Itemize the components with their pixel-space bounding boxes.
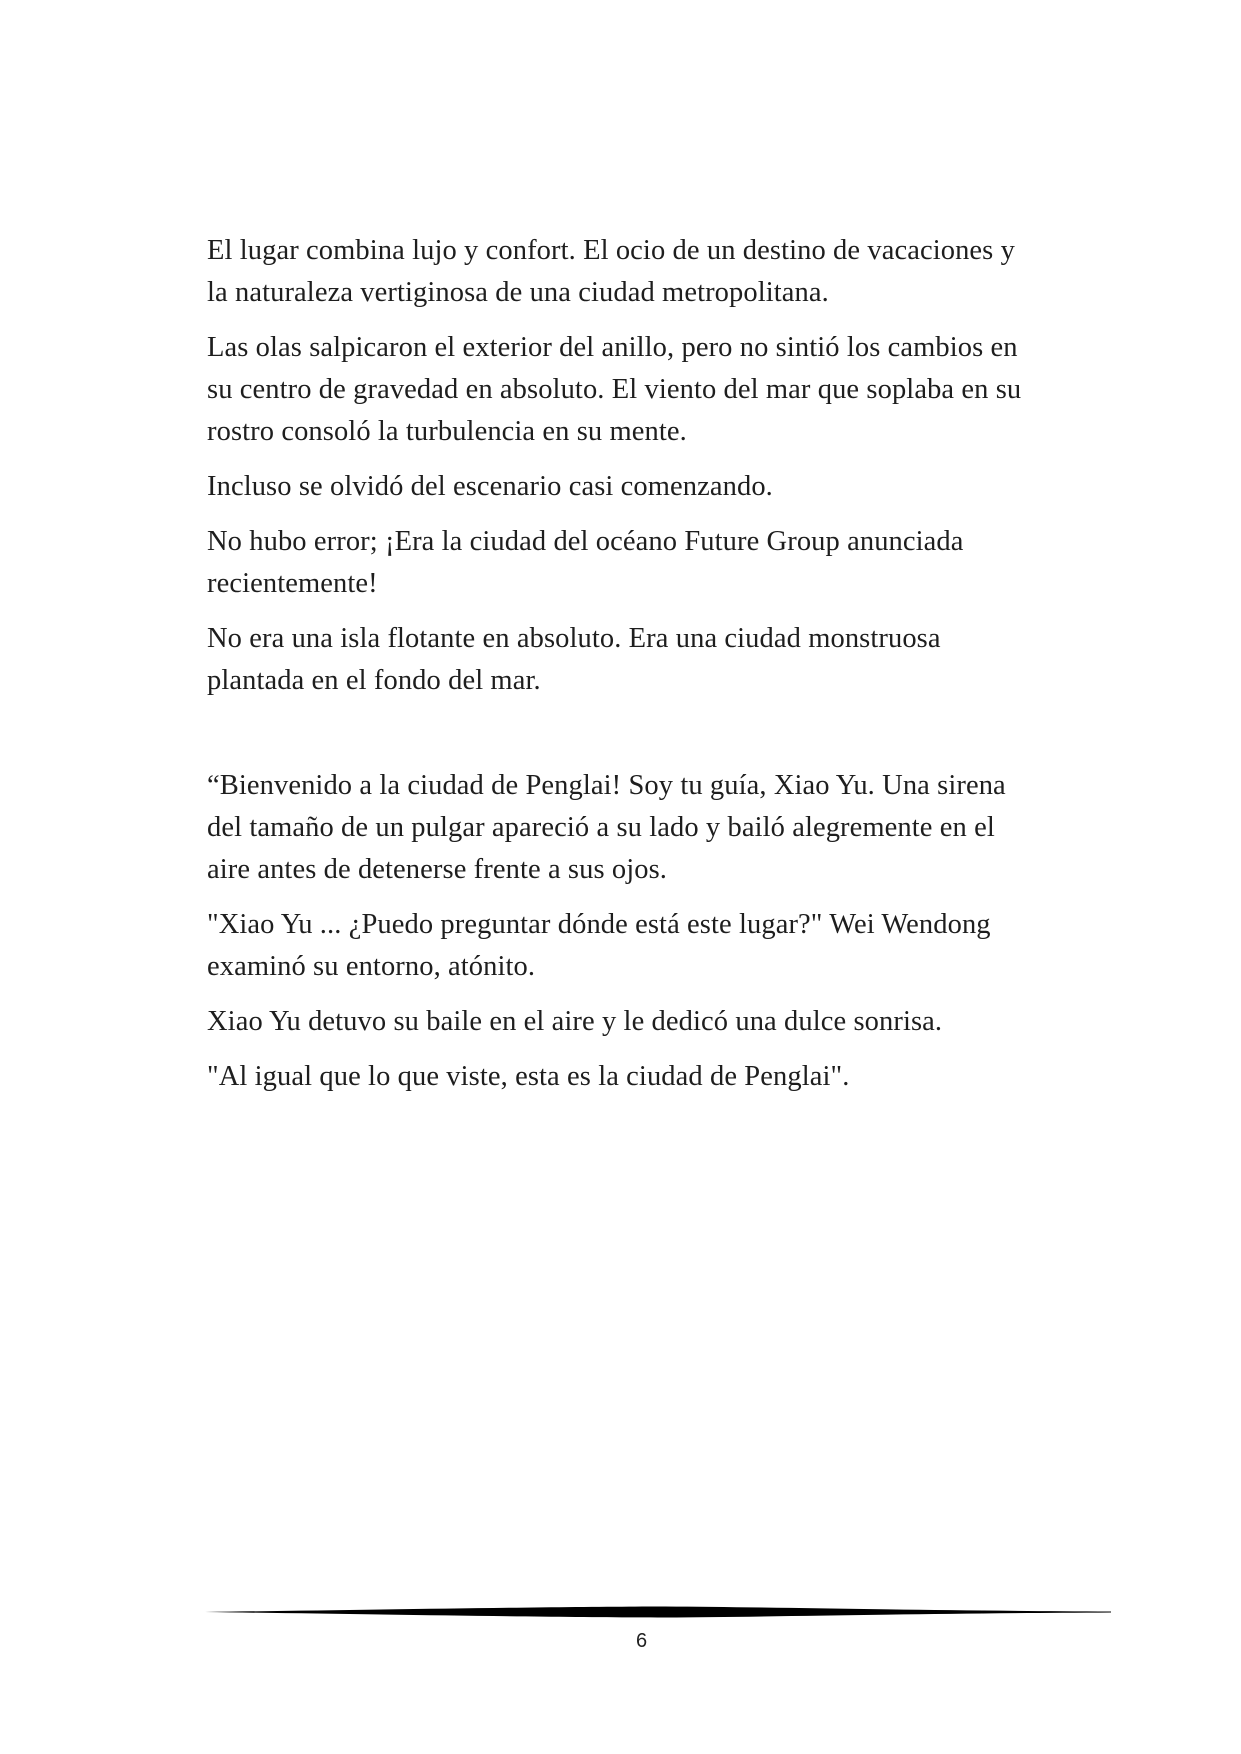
page-number: 6 — [635, 1630, 648, 1652]
paragraph: El lugar combina lujo y confort. El ocio de un destino de vacaciones y la naturaleza vertiginosa de una ciudad metropolitana. — [207, 235, 1015, 308]
footer-divider — [205, 1604, 1111, 1620]
paragraph: Las olas salpicaron el exterior del anillo, pero no sintió los cambios en su centro de gravedad en absoluto. El viento del mar que soplaba en su rostro consoló la turbulencia en su mente. — [207, 332, 1022, 447]
paragraph: No era una isla flotante en absoluto. Era una ciudad monstruosa plantada en el fondo del mar. — [207, 623, 941, 696]
paragraph: Incluso se olvidó del escenario casi comenzando. — [207, 471, 773, 502]
paragraph: No hubo error; ¡Era la ciudad del océano Future Group anunciada recientemente! — [207, 526, 964, 599]
paragraph: “Bienvenido a la ciudad de Penglai! Soy tu guía, Xiao Yu. Una sirena del tamaño de un pulgar apareció a su lado y bailó alegremente en el aire antes de detenerse frente a sus ojos. — [207, 770, 1006, 885]
page-body — [207, 230, 1087, 1111]
paragraph: "Al igual que lo que viste, esta es la ciudad de Penglai". — [207, 1061, 850, 1092]
paragraph: Xiao Yu detuvo su baile en el aire y le dedicó una dulce sonrisa. — [207, 1006, 943, 1037]
paragraph: "Xiao Yu ... ¿Puedo preguntar dónde está este lugar?" Wei Wendong examinó su entorno, atónito. — [207, 909, 991, 982]
section-gap — [207, 715, 1087, 765]
